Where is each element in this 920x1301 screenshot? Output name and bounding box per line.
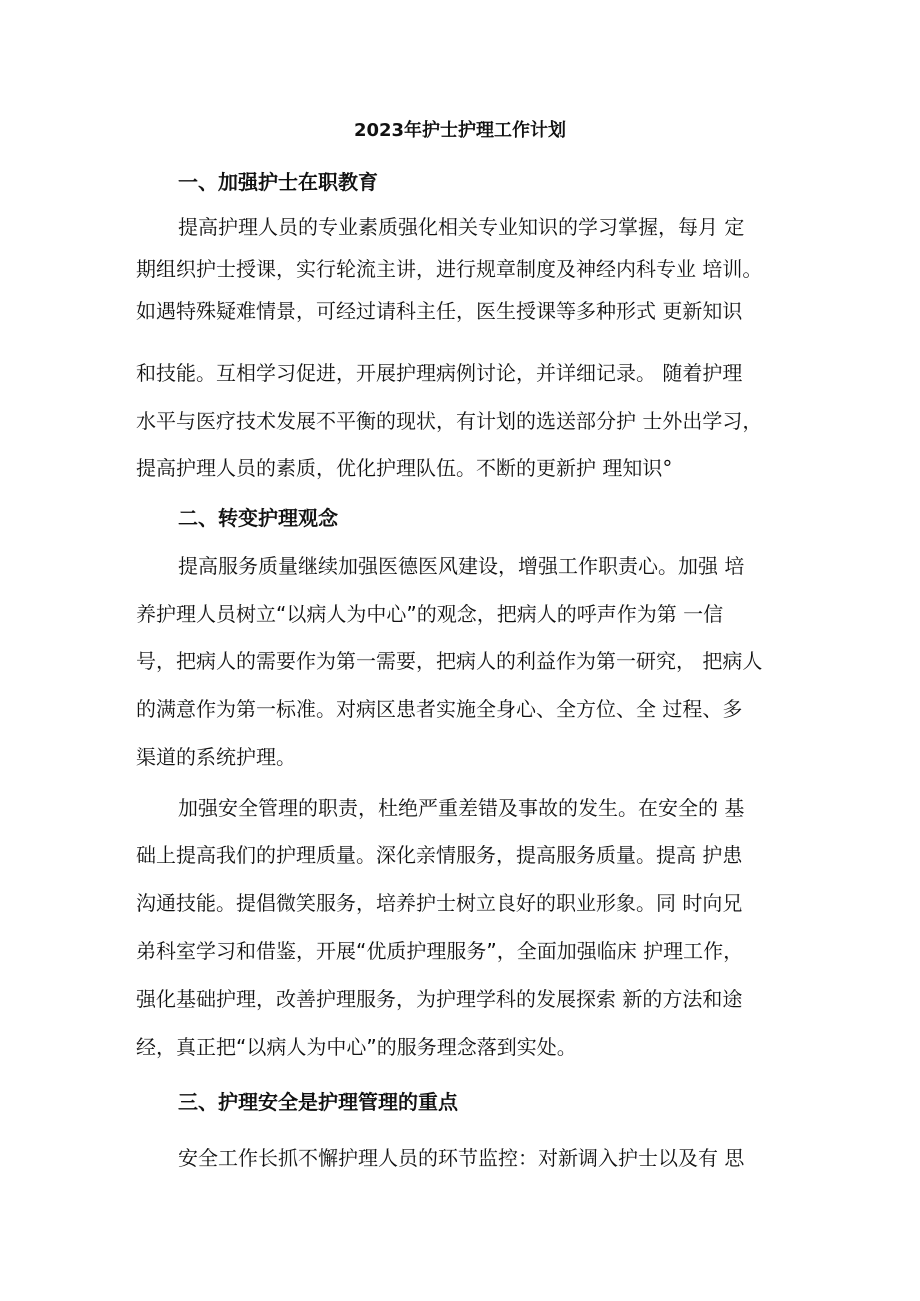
- paragraph-line: 经，真正把“以病人为中心”的服务理念落到实处。: [136, 1035, 577, 1059]
- section-heading-3: 三、护理安全是护理管理的重点: [178, 1090, 458, 1114]
- paragraph-line: 水平与医疗技术发展不平衡的现状，有计划的选送部分护 士外出学习，: [136, 409, 763, 433]
- paragraph-line: 弟科室学习和借鉴，开展“优质护理服务”，全面加强临床 护理工作，: [136, 939, 744, 963]
- paragraph-line: 础上提高我们的护理质量。深化亲情服务，提高服务质量。提高 护患: [136, 843, 743, 867]
- paragraph-line: 提高护理人员的素质，优化护理队伍。不断的更新护 理知识°: [136, 456, 673, 480]
- section-heading-1: 一、加强护士在职教育: [178, 170, 378, 194]
- paragraph-line: 渠道的系统护理。: [136, 745, 296, 769]
- document-title: 2023年护士护理工作计划: [353, 120, 567, 141]
- paragraph-line: 如遇特殊疑难情景，可经过请科主任，医生授课等多种形式 更新知识: [136, 299, 743, 323]
- paragraph-line: 安全工作长抓不懈护理人员的环节监控：对新调入护士以及有 思: [178, 1146, 745, 1170]
- paragraph-line: 号，把病人的需要作为第一需要，把病人的利益作为第一研究， 把病人: [136, 649, 763, 673]
- paragraph-line: 和技能。互相学习促进，开展护理病例讨论，并详细记录。 随着护理: [136, 361, 743, 385]
- paragraph-line: 加强安全管理的职责，杜绝严重差错及事故的发生。在安全的 基: [178, 796, 745, 820]
- paragraph-line: 提高服务质量继续加强医德医风建设，增强工作职责心。加强 培: [178, 554, 745, 578]
- paragraph-line: 沟通技能。提倡微笑服务，培养护士树立良好的职业形象。同 时向兄: [136, 891, 743, 915]
- paragraph-line: 养护理人员树立“以病人为中心”的观念，把病人的呼声作为第 一信: [136, 602, 724, 626]
- paragraph-line: 提高护理人员的专业素质强化相关专业知识的学习掌握，每月 定: [178, 215, 745, 239]
- paragraph-line: 强化基础护理，改善护理服务，为护理学科的发展探索 新的方法和途: [136, 987, 743, 1011]
- paragraph-line: 期组织护士授课，实行轮流主讲，进行规章制度及神经内科专业 培训。: [136, 257, 763, 281]
- section-heading-2: 二、转变护理观念: [178, 506, 338, 530]
- paragraph-line: 的满意作为第一标准。对病区患者实施全身心、全方位、全 过程、多: [136, 697, 743, 721]
